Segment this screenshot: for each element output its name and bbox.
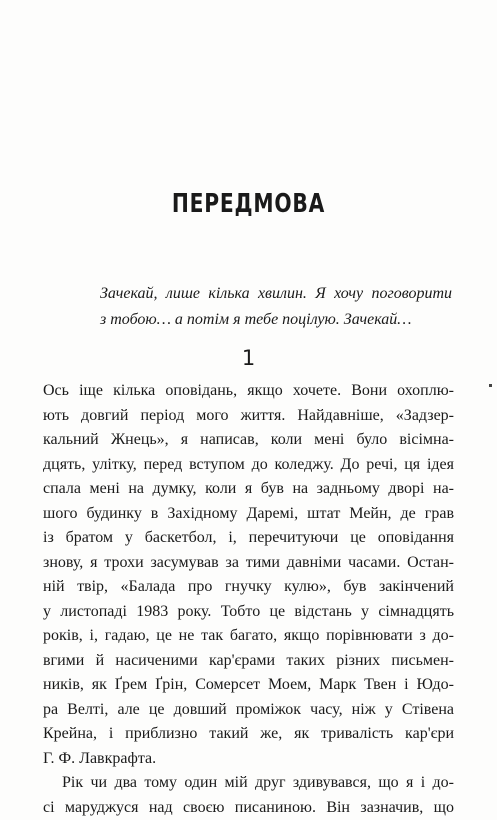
text-line: Ось іще кілька оповідань, якщо хочете. Вони охоплю- (43, 379, 454, 404)
epigraph-line: Зачекай, лише кілька хвилин. Я хочу поговорити (100, 281, 452, 307)
section-number: 1 (0, 346, 497, 370)
text-line: ній твір, «Балада про гнучку кулю», був закінчений (43, 575, 454, 600)
text-line: ра Велті, але це довший проміжок часу, ніж у Стівена (43, 698, 454, 723)
text-line: років, і, гадаю, це не так багато, якщо порівнювати з до- (43, 624, 454, 649)
text-line: Рік чи два тому один мій друг здивувався, що я і до- (43, 771, 454, 796)
body-text (43, 379, 454, 820)
text-line: кальний Жнець», я написав, коли мені було вісімна- (43, 428, 454, 453)
text-line: ють довгий період мого життя. Найдавніше, «Задзер- (43, 404, 454, 429)
text-line: шого будинку в Західному Даремі, штат Мейн, де грав (43, 502, 454, 527)
text-line: спала мені на думку, коли я був на задньому дворі на- (43, 477, 454, 502)
epigraph (100, 281, 452, 333)
text-line: Г. Ф. Лавкрафта. (43, 747, 454, 772)
chapter-title: ПЕРЕДМОВА (55, 189, 443, 219)
text-line: із братом у баскетбол, і, перечитуючи це оповідання (43, 526, 454, 551)
text-line: вгими й насиченими кар'єрами таких різних письмен- (43, 649, 454, 674)
scan-speck (489, 384, 492, 387)
text-line: у листопаді 1983 року. Тобто це відстань у сімнадцять (43, 600, 454, 625)
text-line: ників, як Ґрем Ґрін, Сомерсет Моем, Марк Твен і Юдо- (43, 673, 454, 698)
text-line: дцять, улітку, перед вступом до коледжу. До речі, ця ідея (43, 453, 454, 478)
text-line: знову, я трохи засумував за тими давніми часами. Остан- (43, 551, 454, 576)
text-line: Крейна, і приблизно такий же, як тривалість кар'єри (43, 722, 454, 747)
epigraph-line: з тобою… а потім я тебе поцілую. Зачекай… (100, 307, 452, 333)
text-line: сі маруджуся над своєю писаниною. Він зазначив, що (43, 796, 454, 820)
